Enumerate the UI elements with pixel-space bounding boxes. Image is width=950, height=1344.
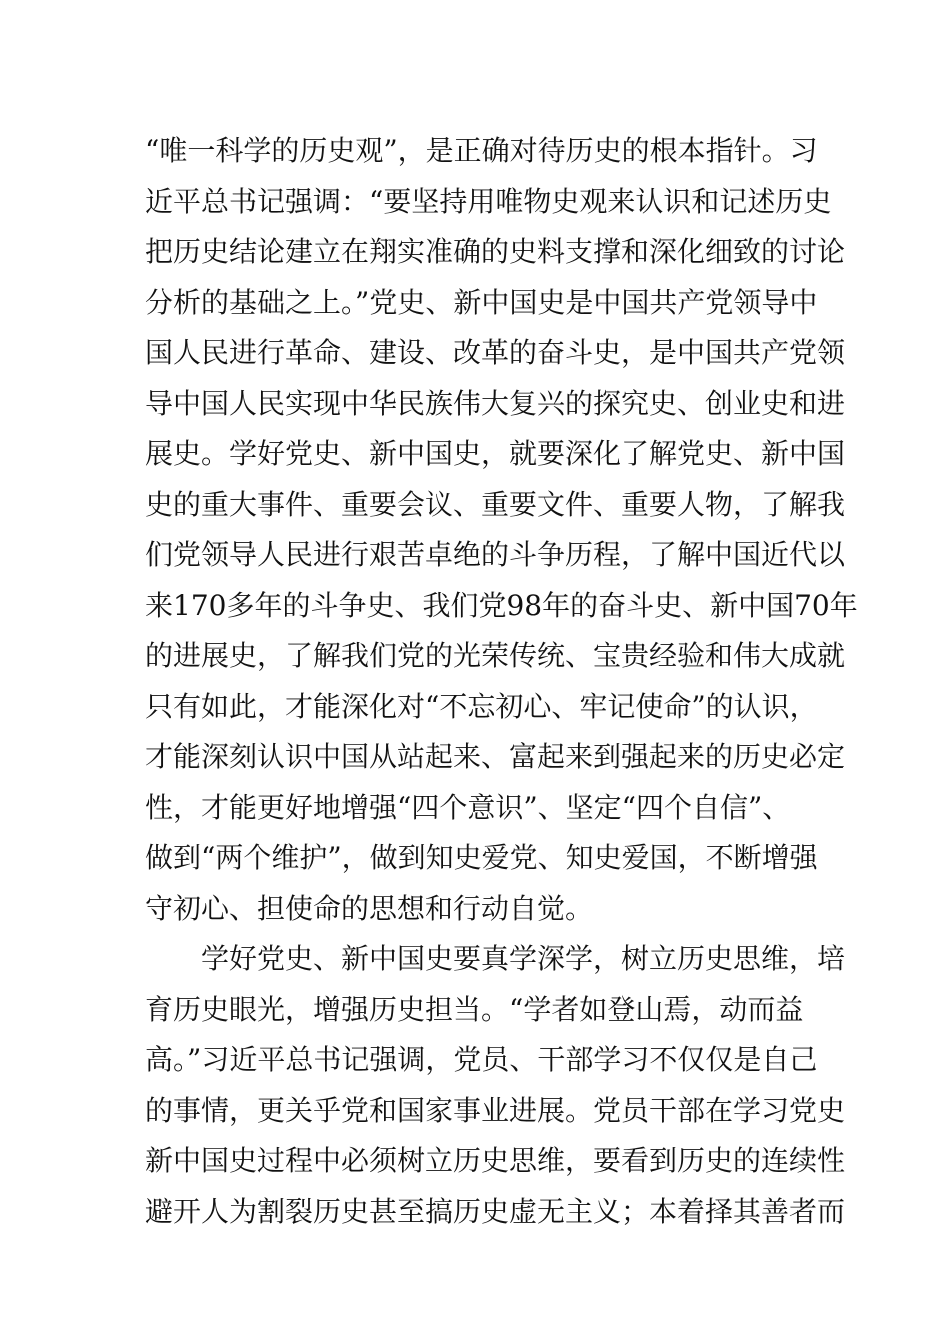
text-line: 分析的基础之上。”党史、新中国史是中国共产党领导中 [145,285,818,319]
text-line: 把历史结论建立在翔实准确的史料支撑和深化细致的讨论 [145,235,846,268]
text-line: 国人民进行革命、建设、改革的奋斗史，是中国共产党领 [145,336,846,369]
text-line: 来170多年的斗争史、我们党98年的奋斗史、新中国70年 [145,588,858,622]
paragraph-1 [145,126,858,934]
text-line: 性，才能更好地增强“四个意识”、坚定“四个自信”、 [145,790,791,824]
text-line: 守初心、担使命的思想和行动自觉。 [145,891,594,925]
text-line: 育历史眼光，增强历史担当。“学者如登山焉，动而益 [145,992,804,1026]
text-line: 们党领导人民进行艰苦卓绝的斗争历程，了解中国近代以 [145,538,846,571]
text-line: 才能深刻认识中国从站起来、富起来到强起来的历史必定 [145,740,846,773]
text-line: 的事情，更关乎党和国家事业进展。党员干部在学习党史 [145,1093,846,1127]
text-line: 高。”习近平总书记强调，党员、干部学习不仅仅是自己 [145,1043,818,1076]
text-line: “唯一科学的历史观”，是正确对待历史的根本指针。习 [145,134,818,167]
text-line: 只有如此，才能深化对“不忘初心、牢记使命”的认识， [145,689,818,723]
text-line: 近平总书记强调：“要坚持用唯物史观来认识和记述历史 [145,184,832,218]
text-line: 导中国人民实现中华民族伟大复兴的探究史、创业史和进 [145,386,846,420]
text-line: 展史。学好党史、新中国史，就要深化了解党史、新中国 [145,437,846,470]
document-body [145,126,858,1237]
paragraph-2 [145,934,846,1237]
text-line: 做到“两个维护”，做到知史爱党、知史爱国，不断增强 [145,841,818,874]
text-line: 的进展史，了解我们党的光荣传统、宝贵经验和伟大成就 [145,639,846,672]
text-line: 学好党史、新中国史要真学深学，树立历史思维，培 [201,942,846,975]
text-line: 史的重大事件、重要会议、重要文件、重要人物，了解我 [145,487,846,521]
text-line: 避开人为割裂历史甚至搞历史虚无主义；本着择其善者而 [145,1194,846,1228]
text-line: 新中国史过程中必须树立历史思维，要看到历史的连续性 [145,1144,846,1177]
